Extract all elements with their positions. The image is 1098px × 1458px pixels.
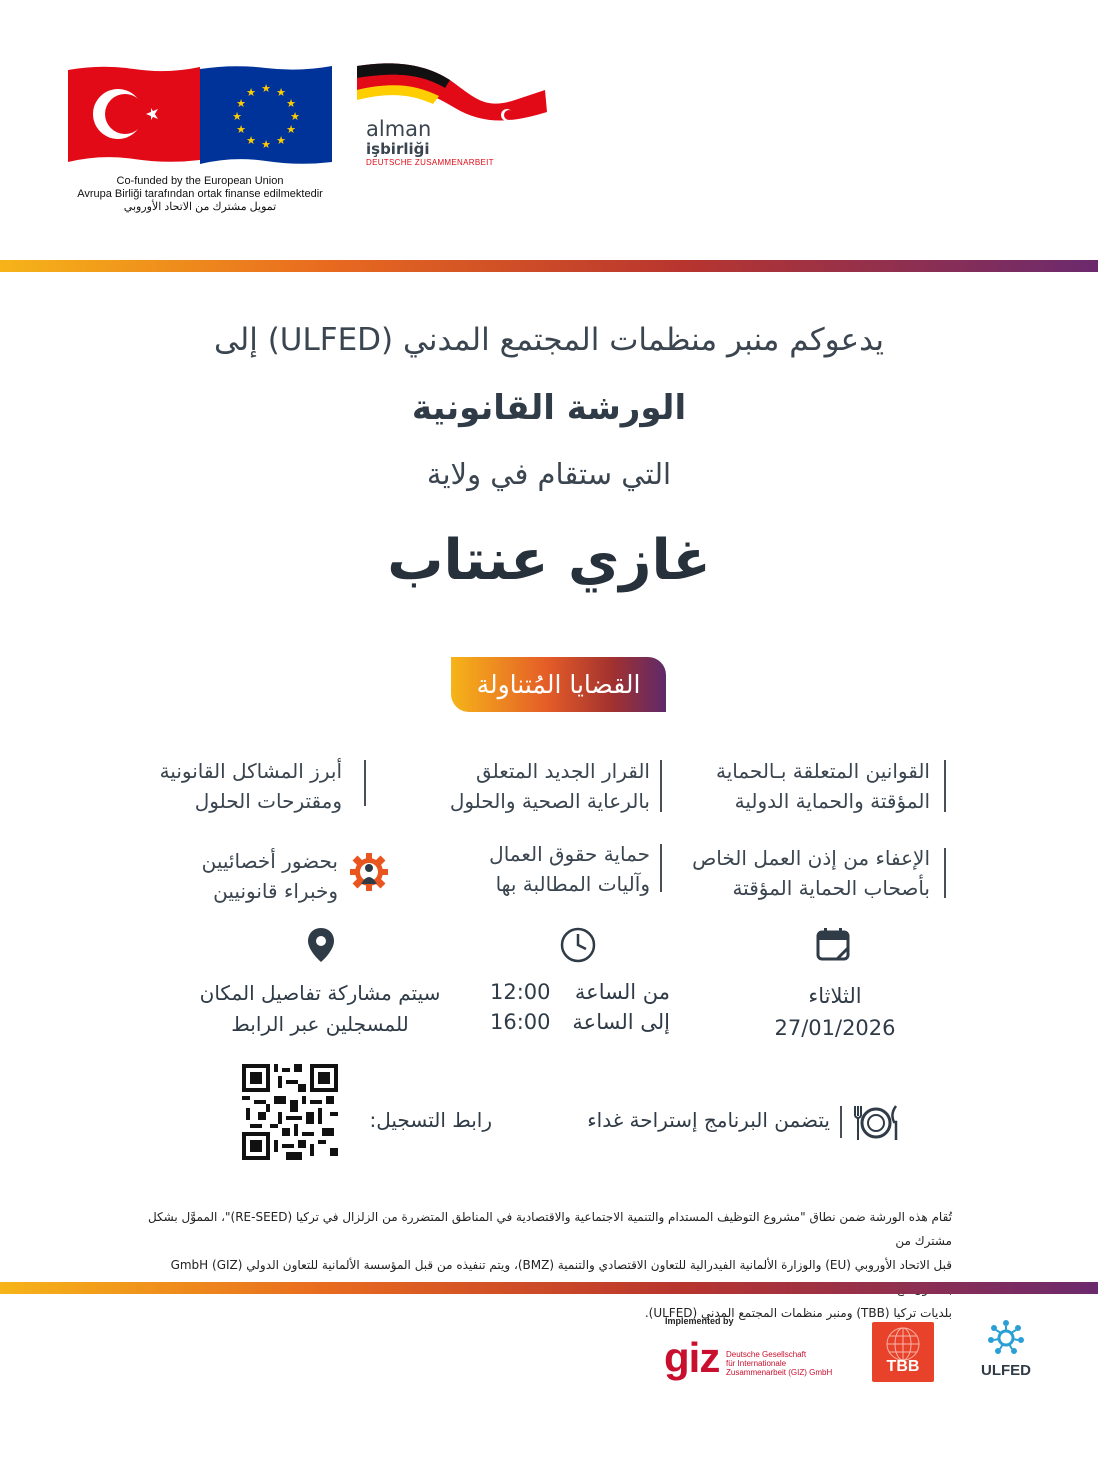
lunch-text: يتضمن البرنامج إستراحة غداء	[587, 1108, 830, 1132]
ulfed-logo	[976, 1318, 1036, 1384]
date-day: الثلاثاء	[808, 984, 862, 1008]
tbb-logo	[872, 1322, 934, 1382]
topic-divider	[944, 848, 946, 898]
alman-word: alman	[366, 117, 432, 141]
registration-qr-code[interactable]	[242, 1064, 338, 1160]
footnote	[140, 1205, 952, 1325]
eu-flag	[200, 64, 332, 166]
location-line: للمسجلين عبر الرابط	[231, 1012, 409, 1036]
turkey-flag	[68, 64, 200, 164]
footnote-line: بلديات تركيا (TBB) ومنبر منظمات المجتمع المدني (ULFED).	[644, 1306, 952, 1320]
topic-item	[400, 756, 650, 816]
svg-text:★: ★	[236, 97, 246, 110]
registration-label: رابط التسجيل:	[369, 1108, 492, 1132]
topic-line: حماية حقوق العمال	[489, 842, 650, 866]
svg-text:★: ★	[276, 86, 286, 99]
footnote-line: تُقام هذه الورشة ضمن نطاق "مشروع التوظيف المستدام والتنمية الاجتماعية والاقتصادية في المناطق المتضررة من الزلزال في تركيا (RE-SEED)"، المموَّل بشكل مشترك من	[147, 1210, 952, 1248]
workshop-title: الورشة القانونية	[411, 388, 687, 428]
eu-caption-tr: Avrupa Birliği tarafından ortak finanse edilmektedir	[77, 188, 323, 200]
top-gradient-bar	[0, 260, 1098, 272]
svg-text:★: ★	[236, 123, 246, 136]
deutsche-zusammenarbeit-word: DEUTSCHE ZUSAMMENARBEIT	[366, 158, 494, 167]
topic-line: ومقترحات الحلول	[194, 789, 342, 813]
topic-item	[120, 756, 342, 816]
calendar-icon	[815, 926, 851, 962]
experts-gear-icon	[349, 852, 389, 892]
province-line: التي ستقام في ولاية	[426, 457, 672, 491]
giz-text	[726, 1350, 832, 1377]
tbb-wordmark: TBB	[886, 1358, 920, 1375]
time-to-label: إلى الساعة	[572, 1010, 670, 1034]
lunch-divider	[840, 1106, 842, 1138]
svg-text:★: ★	[286, 97, 296, 110]
plate-cutlery-icon	[852, 1104, 900, 1142]
eu-caption-ar: تمويل مشترك من الاتحاد الأوروبي	[123, 201, 277, 213]
city-name: غازي عنتاب	[387, 528, 711, 593]
topic-item	[640, 843, 930, 903]
svg-text:★: ★	[286, 123, 296, 136]
experts-text	[130, 846, 338, 906]
footnote-line: قبل الاتحاد الأوروبي (EU) والوزارة الألمانية الفيدرالية للتعاون الاقتصادي والتنمية (BMZ)، ويتم تنفيذه من قبل المؤسسة الألمانية للتعاون الدولي GmbH (GIZ)	[170, 1258, 952, 1272]
location-pin-icon	[306, 926, 336, 964]
topic-item	[640, 756, 930, 816]
location-text	[170, 978, 470, 1040]
topic-line: المؤقتة والحماية الدولية	[734, 789, 930, 813]
svg-text:★: ★	[261, 138, 271, 151]
time-block	[490, 977, 670, 1037]
eu-caption	[50, 175, 350, 214]
experts-line: بحضور أخصائيين	[201, 849, 338, 873]
time-from-value: 12:00	[490, 980, 551, 1004]
topic-line: القرار الجديد المتعلق	[475, 759, 650, 783]
giz-text-line: Zusammenarbeit (GIZ) GmbH	[726, 1368, 833, 1377]
topic-divider	[660, 844, 662, 892]
clock-icon	[559, 926, 597, 964]
svg-text:★: ★	[290, 110, 300, 123]
svg-text:★: ★	[261, 82, 271, 95]
svg-text:★: ★	[232, 110, 242, 123]
topic-item	[410, 839, 650, 899]
topic-divider	[660, 760, 662, 812]
bottom-gradient-bar	[0, 1282, 1098, 1294]
giz-text-line: Deutsche Gesellschaft	[726, 1350, 807, 1359]
experts-line: وخبراء قانونيين	[213, 879, 338, 903]
topic-line: أبرز المشاكل القانونية	[159, 759, 342, 783]
date-block	[750, 980, 920, 1044]
topic-divider	[364, 760, 366, 806]
giz-text-line: für Internationale	[726, 1359, 787, 1368]
eu-caption-en: Co-funded by the European Union	[116, 175, 284, 187]
ulfed-wordmark: ULFED	[981, 1362, 1031, 1379]
alman-isbirligi-logo	[366, 118, 546, 167]
time-to-value: 16:00	[490, 1010, 551, 1034]
location-line: سيتم مشاركة تفاصيل المكان	[199, 981, 441, 1005]
topics-badge-label: القضايا المُتناولة	[476, 670, 641, 699]
topic-line: الإعفاء من إذن العمل الخاص	[692, 846, 930, 870]
date-value: 27/01/2026	[774, 1016, 896, 1040]
topic-line: القوانين المتعلقة بـالحماية	[715, 759, 930, 783]
topic-line: بالرعاية الصحية والحلول	[449, 789, 650, 813]
isbirligi-word: işbirliği	[366, 140, 430, 158]
svg-text:★: ★	[246, 86, 256, 99]
topic-line: بأصحاب الحماية المؤقتة	[732, 876, 930, 900]
topic-divider	[944, 760, 946, 812]
implemented-by-label: Implemented by	[665, 1316, 734, 1326]
svg-text:★: ★	[246, 134, 256, 147]
giz-logo	[664, 1334, 844, 1386]
topic-line: وآليات المطالبة بها	[495, 872, 650, 896]
topics-badge	[451, 657, 666, 712]
svg-text:★: ★	[276, 134, 286, 147]
giz-wordmark: giz	[664, 1334, 720, 1381]
invite-line: يدعوكم منبر منظمات المجتمع المدني (ULFED) إلى	[213, 322, 885, 358]
time-from-label: من الساعة	[574, 980, 670, 1004]
